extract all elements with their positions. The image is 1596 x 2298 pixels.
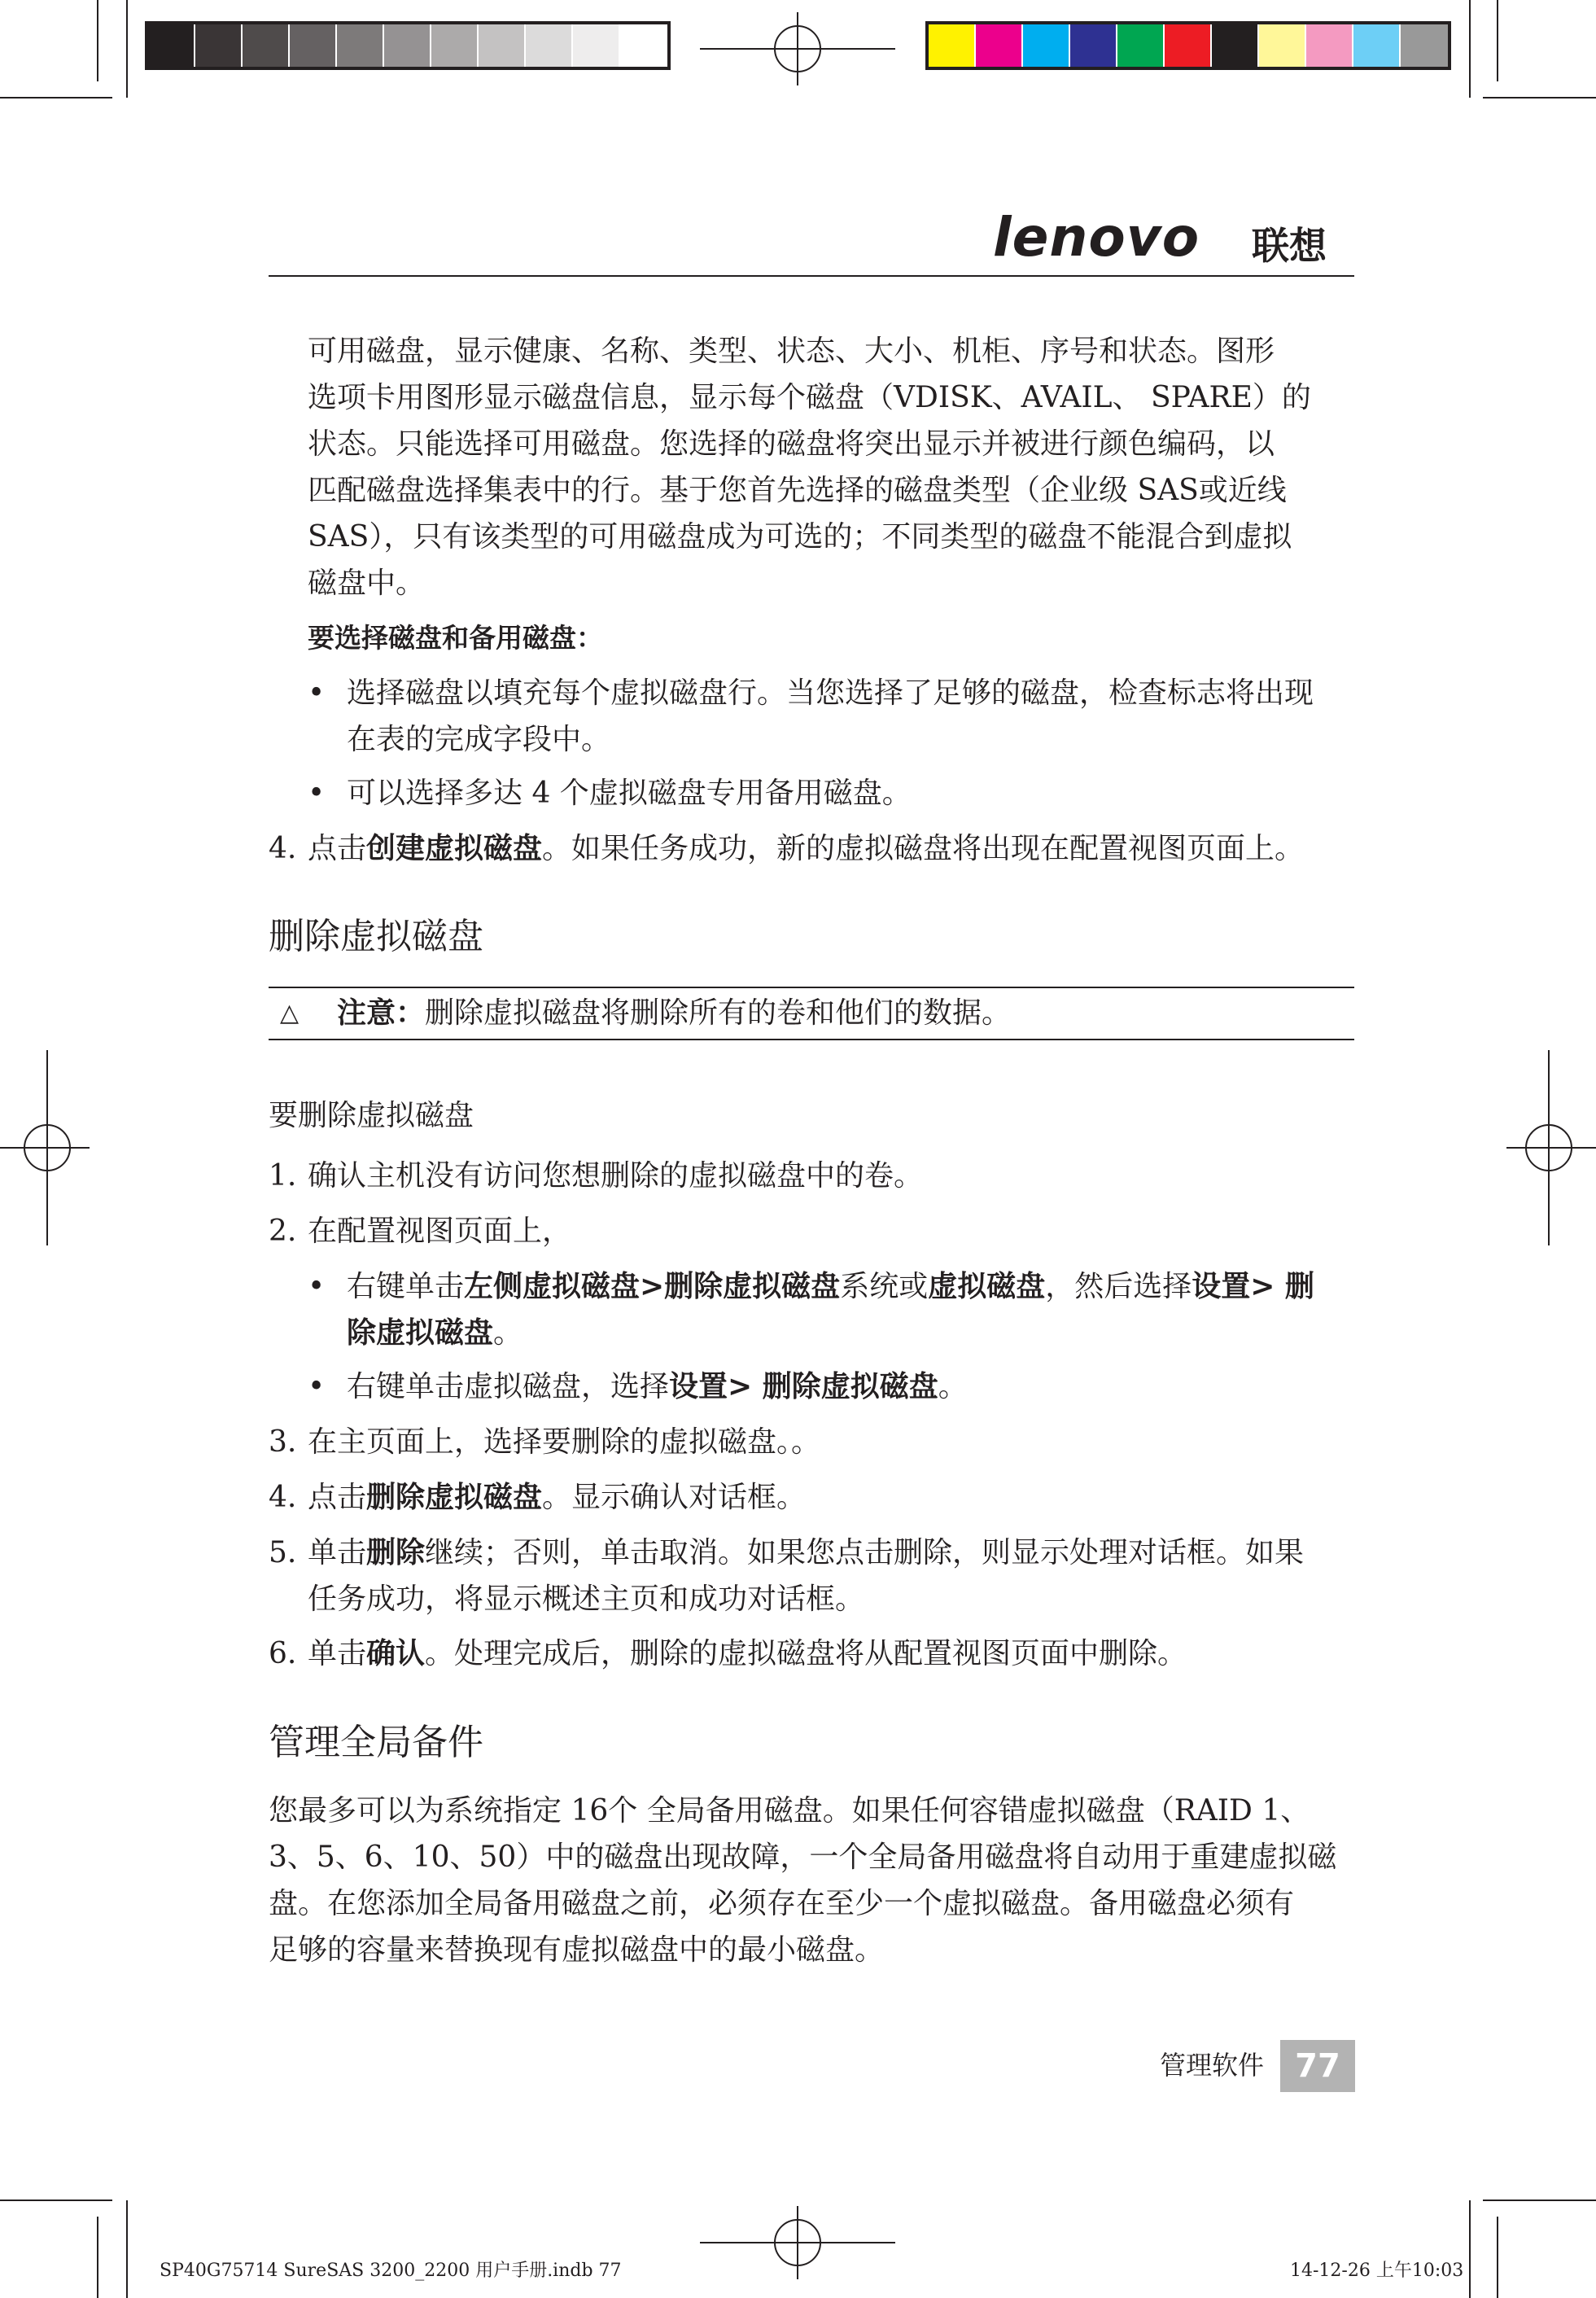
step-click-delete [308, 1474, 806, 1521]
bullet-select-disks [347, 670, 1356, 763]
bullet-marker: • [308, 777, 326, 810]
caution-text: 删除虚拟磁盘将删除所有的卷和他们的数据。 [425, 996, 1012, 1030]
registration-mark-right [1506, 1050, 1596, 1245]
step-confirm-host: 确认主机没有访问您想删除的虚拟磁盘中的卷。 [308, 1159, 924, 1193]
step-number: 4. [269, 832, 297, 865]
step-confirm [308, 1630, 1187, 1677]
file-info: SP40G75714 SureSAS 3200_2200 用户手册.indb 77 [160, 2261, 622, 2281]
step-text: 点击 [308, 1481, 367, 1514]
step-number: 4. [269, 1481, 297, 1514]
step-text: 。处理完成后，删除的虚拟磁盘将从配置视图页面中删除。 [425, 1637, 1187, 1670]
text-line: 您最多可以为系统指定 16个 全局备用磁盘。如果任何容错虚拟磁盘（RAID 1、 [269, 1794, 1310, 1827]
text-line: 可用磁盘，显示健康、名称、类型、状态、大小、机柜、序号和状态。图形 [308, 335, 1275, 368]
text-line: 盘。在您添加全局备用磁盘之前，必须存在至少一个虚拟磁盘。备用磁盘必须有 [269, 1887, 1295, 1920]
step-text: 右键单击虚拟磁盘，选择 [347, 1370, 670, 1403]
page-number-box [1280, 2040, 1355, 2092]
step-number: 3. [269, 1425, 297, 1459]
ui-term: 创建虚拟磁盘 [366, 832, 543, 865]
bullet-marker: • [308, 1270, 326, 1303]
ui-term: 删除虚拟磁盘 [366, 1481, 543, 1514]
header-rule [269, 275, 1354, 277]
text-line: SAS），只有该类型的可用磁盘成为可选的；不同类型的磁盘不能混合到虚拟 [308, 520, 1292, 554]
section-title-delete: 删除虚拟磁盘 [269, 916, 483, 957]
step-text: 点击 [308, 832, 367, 865]
select-heading: 要选择磁盘和备用磁盘： [308, 622, 603, 654]
step-text: 任务成功，将显示概述主页和成功对话框。 [308, 1582, 865, 1616]
ui-term: 确认 [366, 1637, 426, 1670]
section-label: 管理软件 [1160, 2050, 1265, 2081]
step-text: 右键单击 [347, 1270, 465, 1303]
step-number: 6. [269, 1637, 297, 1670]
step-text: 继续；否则，单击取消。如果您点击删除，则显示处理对话框。如果 [425, 1536, 1305, 1569]
lenovo-logo: lenovo [993, 206, 1200, 269]
ui-term: 设置> 删除虚拟磁盘 [669, 1370, 938, 1403]
section-title-global-spares: 管理全局备件 [269, 1722, 483, 1763]
ui-term: 左侧虚拟磁盘>删除虚拟磁盘 [464, 1270, 841, 1303]
bullet-text: 在表的完成字段中。 [347, 723, 611, 756]
step-text: 。如果任务成功，新的虚拟磁盘将出现在配置视图页面上。 [542, 832, 1305, 865]
step-create-vdisk [308, 825, 1304, 872]
bullet-right-click-vdisk [347, 1363, 968, 1410]
print-timestamp: 14-12-26 上午10:03 [1290, 2261, 1464, 2281]
bullet-right-click-left [347, 1263, 1356, 1356]
text-line: 匹配磁盘选择集表中的行。基于您首先选择的磁盘类型（企业级 SAS或近线 [308, 474, 1287, 507]
step-select-vdisk: 在主页面上，选择要删除的虚拟磁盘。。 [308, 1425, 821, 1459]
ui-term: 设置> 删 [1192, 1270, 1314, 1303]
ui-term: 虚拟磁盘 [928, 1270, 1046, 1303]
caution-label: 注意： [337, 996, 426, 1030]
text-line: 状态。只能选择可用磁盘。您选择的磁盘将突出显示并被进行颜色编码，以 [308, 427, 1275, 461]
caution-note [337, 990, 1011, 1036]
step-text: 。 [493, 1316, 523, 1350]
delete-subheading: 要删除虚拟磁盘 [269, 1099, 474, 1132]
text-line: 3、5、6、10、50）中的磁盘出现故障，一个全局备用磁盘将自动用于重建虚拟磁 [269, 1841, 1337, 1874]
step-config-view: 在配置视图页面上， [308, 1215, 572, 1248]
bullet-spares: 可以选择多达 4 个虚拟磁盘专用备用磁盘。 [347, 777, 912, 810]
step-number: 5. [269, 1536, 297, 1569]
caution-top-rule [269, 987, 1354, 988]
step-text: 系统或 [840, 1270, 929, 1303]
bullet-marker: • [308, 676, 326, 710]
lenovo-logo-cn: 联想 [1252, 224, 1327, 268]
step-continue [308, 1530, 1356, 1622]
ui-term: 除虚拟磁盘 [347, 1316, 494, 1350]
step-text: 。 [938, 1370, 968, 1403]
ui-term: 删除 [366, 1536, 426, 1569]
step-text: 单击 [308, 1637, 367, 1670]
step-text: ，然后选择 [1045, 1270, 1192, 1303]
step-number: 1. [269, 1159, 297, 1193]
page-number: 77 [1295, 2047, 1340, 2085]
step-text: 单击 [308, 1536, 367, 1569]
registration-mark-left [0, 1050, 90, 1245]
caution-icon: △ [280, 999, 300, 1027]
step-number: 2. [269, 1215, 297, 1248]
text-line: 磁盘中。 [308, 567, 426, 600]
bullet-marker: • [308, 1370, 326, 1403]
step-text: 。显示确认对话框。 [542, 1481, 807, 1514]
text-line: 选项卡用图形显示磁盘信息，显示每个磁盘（VDISK、AVAIL、 SPARE）的 [308, 381, 1311, 414]
caution-bottom-rule [269, 1039, 1354, 1040]
registration-mark-top [700, 12, 895, 85]
text-line: 足够的容量来替换现有虚拟磁盘中的最小磁盘。 [269, 1933, 885, 1967]
bullet-text: 选择磁盘以填充每个虚拟磁盘行。当您选择了足够的磁盘，检查标志将出现 [347, 676, 1314, 710]
registration-mark-bottom [700, 2206, 895, 2279]
